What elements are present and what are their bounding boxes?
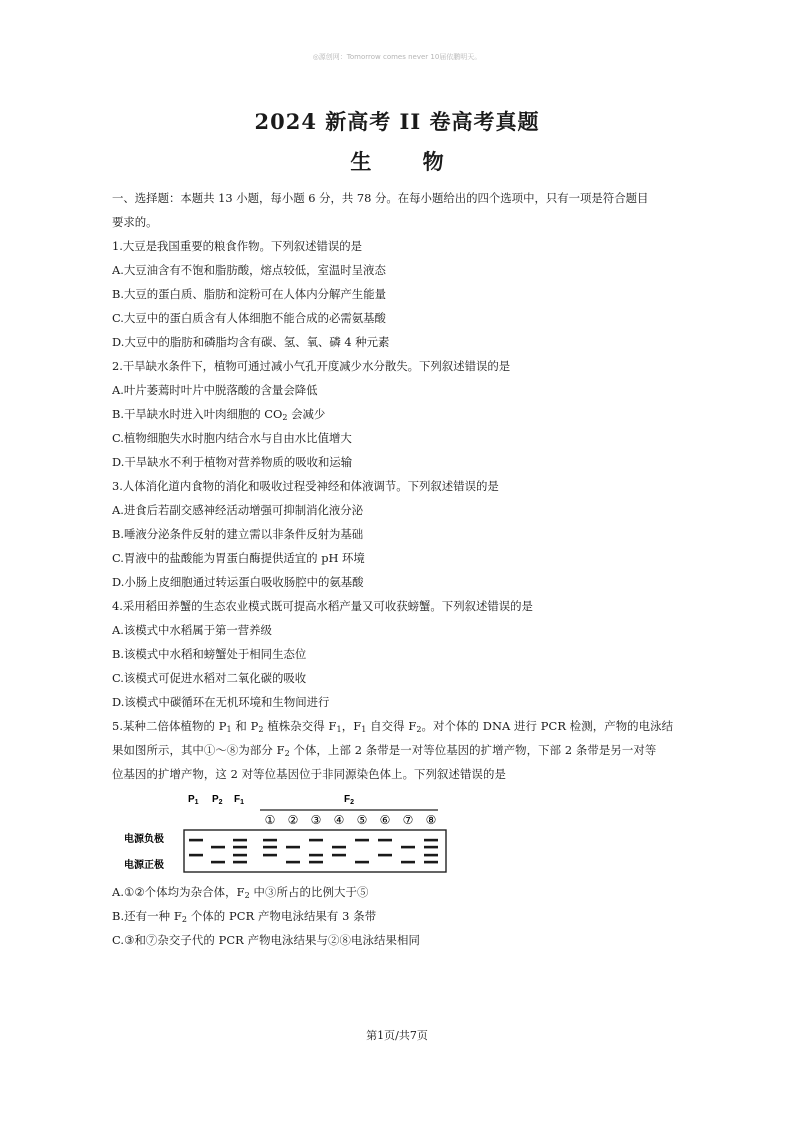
gel-band [424, 839, 438, 842]
option-b: B.唾液分泌条件反射的建立需以非条件反射为基础 [112, 527, 364, 541]
page-footer: 第1页/共7页 [366, 1029, 428, 1042]
subscript: 2 [258, 725, 264, 734]
lane-label-2: ② [287, 813, 299, 827]
subscript: 2 [282, 413, 288, 422]
exam-content [112, 186, 684, 952]
gel-band [378, 854, 392, 857]
text: B.还有一种 F [112, 909, 182, 923]
option-b: B.该模式中水稻和螃蟹处于相同生态位 [112, 647, 307, 661]
option-c: C.大豆中的蛋白质含有人体细胞不能合成的必需氨基酸 [112, 311, 386, 325]
text: 。对个体的 DNA 进行 PCR 检测，产物的电泳结 [421, 719, 674, 733]
option-c: C.植物细胞失水时胞内结合水与自由水比值增大 [112, 431, 352, 445]
subscript: 1 [361, 725, 367, 734]
page-title: 2024 新高考 II 卷高考真题 [254, 109, 540, 134]
gel-band [309, 839, 323, 842]
gel-band [424, 846, 438, 849]
gel-band [355, 839, 369, 842]
question-stem: 4.采用稻田养蟹的生态农业模式既可提高水稻产量又可收获螃蟹。下列叙述错误的是 [112, 599, 533, 613]
gel-band [233, 854, 247, 857]
gel-band [309, 861, 323, 864]
text: 个体的 PCR 产物电泳结果有 3 条带 [187, 909, 377, 923]
question-stem: 3.人体消化道内食物的消化和吸收过程受神经和体液调节。下列叙述错误的是 [112, 479, 499, 493]
subscript: 2 [181, 915, 188, 924]
gel-band [263, 839, 277, 842]
text: 中③所占的比例大于⑤ [249, 885, 369, 899]
gel-band [332, 854, 346, 857]
f2-label: $F_2$ [344, 794, 355, 806]
lane-label-4: ④ [333, 813, 345, 827]
option-a: A.大豆油含有不饱和脂肪酸，熔点较低，室温时呈液态 [112, 263, 386, 277]
gel-box [184, 830, 446, 872]
col-p2-label: $P_2$ [212, 794, 223, 806]
lane-label-8: ⑧ [425, 813, 437, 827]
gel-band [211, 861, 225, 864]
option-c: C.③和⑦杂交子代的 PCR 产物电泳结果与②⑧电泳结果相同 [112, 933, 420, 947]
lane-label-7: ⑦ [402, 813, 414, 827]
option-a: A.进食后若副交感神经活动增强可抑制消化液分泌 [112, 503, 364, 517]
question-stem: 2.干旱缺水条件下，植物可通过减小气孔开度减少水分散失。下列叙述错误的是 [112, 359, 511, 373]
electrophoresis-figure [112, 788, 684, 880]
lane-label-6: ⑥ [379, 813, 391, 827]
question-stem-line-3: 位基因的扩增产物，这 2 对等位基因位于非同源染色体上。下列叙述错误的是 [112, 767, 506, 781]
option-c: C.该模式可促进水稻对二氧化碳的吸收 [112, 671, 307, 685]
gel-band [211, 846, 225, 849]
text: 自交得 F [366, 719, 417, 733]
option-a: A.该模式中水稻属于第一营养级 [112, 623, 272, 637]
option-b-tail: 会减少 [287, 407, 326, 421]
gel-band [355, 861, 369, 864]
subscript: 2 [244, 891, 250, 900]
positive-pole-label: 电源正极 [124, 860, 164, 871]
gel-band [286, 861, 300, 864]
subscript: 1 [336, 725, 342, 734]
option-b [112, 904, 684, 928]
text: 植株杂交得 F [263, 719, 337, 733]
question-2 [112, 354, 684, 474]
option-d: D.大豆中的脂肪和磷脂均含有碳、氢、氧、磷 4 种元素 [112, 335, 390, 349]
option-b-text: B.干旱缺水时进入叶肉细胞的 CO [112, 407, 283, 421]
option-c: C.胃液中的盐酸能为胃蛋白酶提供适宜的 pH 环境 [112, 551, 365, 565]
lane-label-5: ⑤ [356, 813, 368, 827]
question-stem-line-2 [112, 738, 684, 762]
gel-band [233, 839, 247, 842]
question-5 [112, 714, 684, 952]
subscript: 2 [416, 725, 422, 734]
gel-band [309, 854, 323, 857]
lane-label-3: ③ [310, 813, 322, 827]
gel-band [233, 846, 247, 849]
question-3 [112, 474, 684, 594]
gel-band [378, 839, 392, 842]
option-a [112, 880, 684, 904]
question-4 [112, 594, 684, 714]
option-b: B.大豆的蛋白质、脂肪和淀粉可在人体内分解产生能量 [112, 287, 386, 301]
gel-band [424, 854, 438, 857]
col-p1-label: $P_1$ [188, 794, 199, 806]
option-d: D.该模式中碳循环在无机环境和生物间进行 [112, 695, 330, 709]
option-a: A.叶片萎蔫时叶片中脱落酸的含量会降低 [112, 383, 318, 397]
gel-band [189, 854, 203, 857]
text: ，F [341, 719, 362, 733]
option-d: D.干旱缺水不利于植物对营养物质的吸收和运输 [112, 455, 353, 469]
electrophoresis-svg [112, 788, 684, 880]
text: 果如图所示，其中①～⑧为部分 F [112, 743, 285, 757]
col-f1-label: $F_1$ [234, 794, 245, 806]
gel-band [233, 861, 247, 864]
gel-band [401, 861, 415, 864]
gel-band [286, 846, 300, 849]
option-d: D.小肠上皮细胞通过转运蛋白吸收肠腔中的氨基酸 [112, 575, 364, 589]
subject-title: 生 物 [350, 149, 466, 174]
question-1 [112, 234, 684, 354]
text: A.①②个体均为杂合体，F [112, 885, 245, 899]
watermark: ◎源创网：Tomorrow comes never 10届依鹏明天。 [312, 53, 482, 61]
gel-band [263, 846, 277, 849]
gel-bands [189, 839, 438, 864]
subscript: 2 [284, 749, 290, 758]
text: 个体，上部 2 条带是一对等位基因的扩增产物，下部 2 条带是另一对等 [289, 743, 657, 757]
text: 和 P [231, 719, 259, 733]
gel-band [424, 861, 438, 864]
subscript: 1 [226, 725, 232, 734]
lane-label-1: ① [264, 813, 276, 827]
negative-pole-label: 电源负极 [124, 834, 164, 845]
gel-band [332, 846, 346, 849]
lane-labels [265, 813, 437, 827]
question-stem: 1.大豆是我国重要的粮食作物。下列叙述错误的是 [112, 239, 363, 253]
section-header-line-2: 要求的。 [112, 215, 158, 229]
option-b [112, 402, 684, 426]
gel-band [263, 854, 277, 857]
text: 5.某种二倍体植物的 P [112, 719, 227, 733]
section-header-line-1: 一、选择题：本题共 13 小题，每小题 6 分，共 78 分。在每小题给出的四个选项中，只有一项是符合题目 [112, 191, 649, 205]
question-stem-line-1 [112, 714, 684, 738]
gel-band [401, 846, 415, 849]
gel-band [189, 839, 203, 842]
